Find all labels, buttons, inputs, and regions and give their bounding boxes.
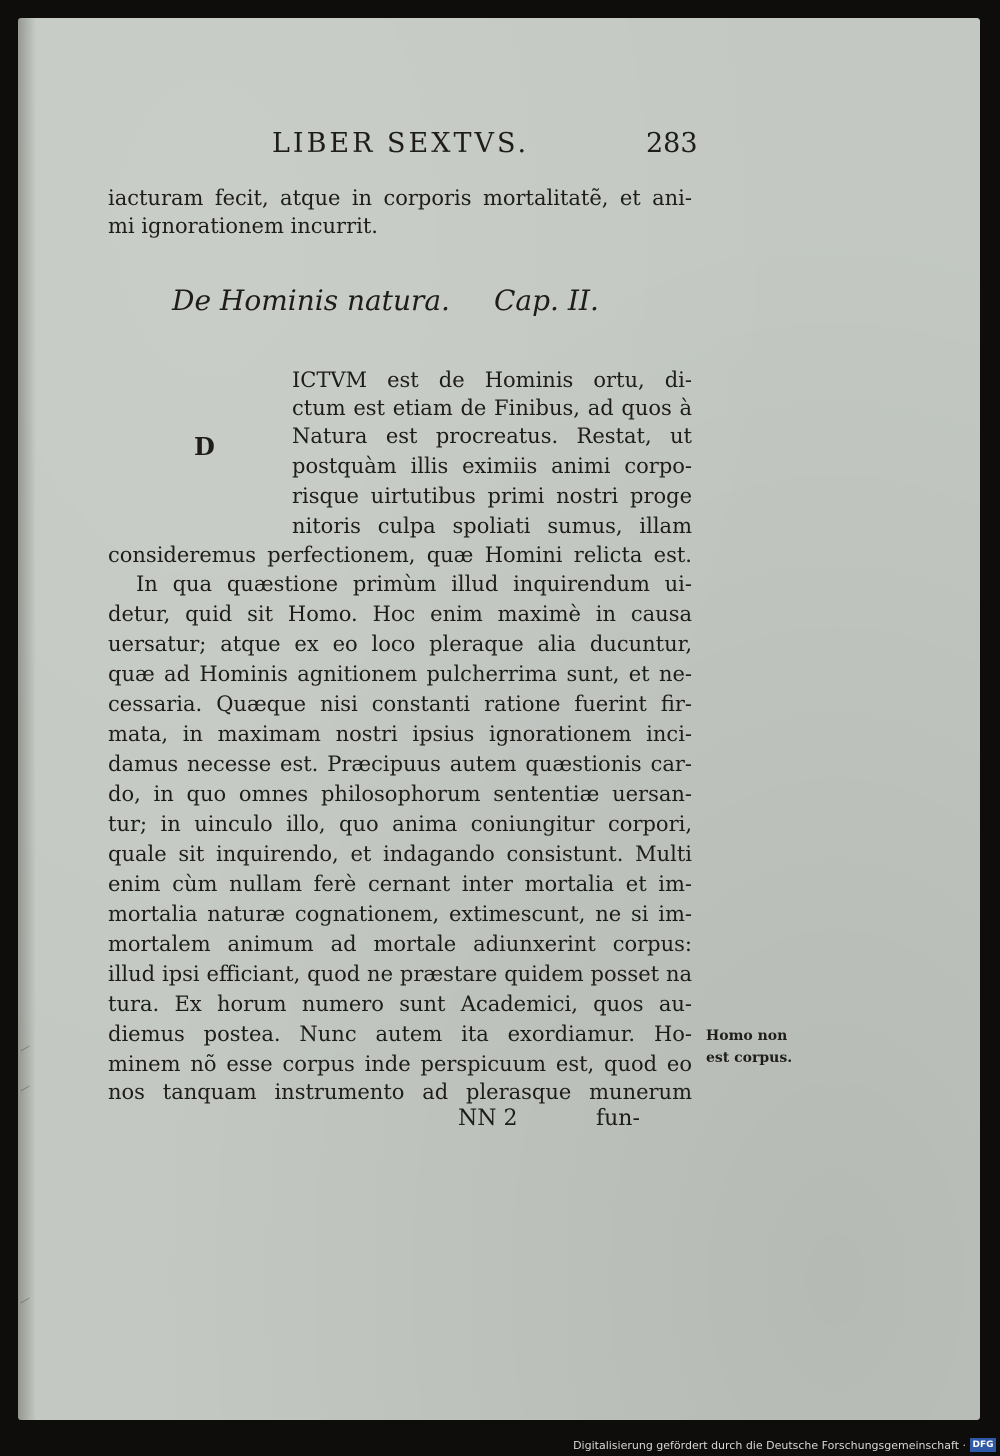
margin-note-line: Homo non <box>706 1028 788 1044</box>
body-line: quæ ad Hominis agnitionem pulcherrima sunt, et ne- <box>108 662 692 686</box>
page-number: 283 <box>646 128 698 159</box>
digitization-credit: Digitalisierung gefördert durch die Deutsche Forschungsgemeinschaft · <box>573 1439 966 1452</box>
page-edge-shadow <box>18 18 36 1420</box>
body-line: diemus postea. Nunc autem ita exordiamur. Ho- <box>108 1022 692 1046</box>
catchword: fun- <box>596 1106 640 1131</box>
body-line: illud ipsi efficiant, quod ne præstare quidem posset na <box>108 962 692 986</box>
body-line: minem nõ esse corpus inde perspicuum est, quod eo <box>108 1052 692 1076</box>
intro-line: mi ignorationem incurrit. <box>108 214 378 238</box>
chapter-title: De Hominis natura. <box>172 284 450 317</box>
body-line: In qua quæstione primùm illud inquirendum ui- <box>136 572 692 596</box>
body-line: mortalem animum ad mortale adiunxerint corpus: <box>108 932 692 956</box>
body-line: consideremus perfectionem, quæ Homini relicta est. <box>108 543 692 567</box>
intro-line: iacturam fecit, atque in corporis mortalitatẽ, et ani- <box>108 186 692 210</box>
indented-line: nitoris culpa spoliati sumus, illam <box>292 514 692 538</box>
body-line: detur, quid sit Homo. Hoc enim maximè in causa <box>108 602 692 626</box>
indented-line: ctum est etiam de Finibus, ad quos à <box>292 396 692 420</box>
body-line: do, in quo omnes philosophorum sententiæ uersan- <box>108 782 692 806</box>
body-line: mata, in maximam nostri ipsius ignorationem inci- <box>108 722 692 746</box>
indented-line: ICTVM est de Hominis ortu, di- <box>292 368 692 392</box>
indented-line: Natura est procreatus. Restat, ut <box>292 424 692 448</box>
drop-cap: D <box>194 432 215 461</box>
indented-line: postquàm illis eximiis animi corpo- <box>292 454 692 478</box>
body-line: tura. Ex horum numero sunt Academici, quos au- <box>108 992 692 1016</box>
body-line: cessaria. Quæque nisi constanti ratione fuerint fir- <box>108 692 692 716</box>
body-line: nos tanquam instrumento ad plerasque munerum <box>108 1080 692 1104</box>
body-line: damus necesse est. Præcipuus autem quæstionis car- <box>108 752 692 776</box>
body-line: uersatur; atque ex eo loco pleraque alia ducuntur, <box>108 632 692 656</box>
signature-mark: NN 2 <box>458 1106 518 1131</box>
body-line: mortalia naturæ cognationem, extimescunt, ne si im- <box>108 902 692 926</box>
chapter-number: Cap. II. <box>494 284 599 317</box>
running-title: LIBER SEXTVS. <box>272 128 530 159</box>
body-line: tur; in uinculo illo, quo anima coniungitur corpori, <box>108 812 692 836</box>
dfg-logo: DFG <box>970 1438 996 1452</box>
body-line: quale sit inquirendo, et indagando consistunt. Multi <box>108 842 692 866</box>
body-line: enim cùm nullam ferè cernant inter mortalia et im- <box>108 872 692 896</box>
margin-note-line: est corpus. <box>706 1050 793 1066</box>
indented-line: risque uirtutibus primi nostri proge <box>292 484 692 508</box>
